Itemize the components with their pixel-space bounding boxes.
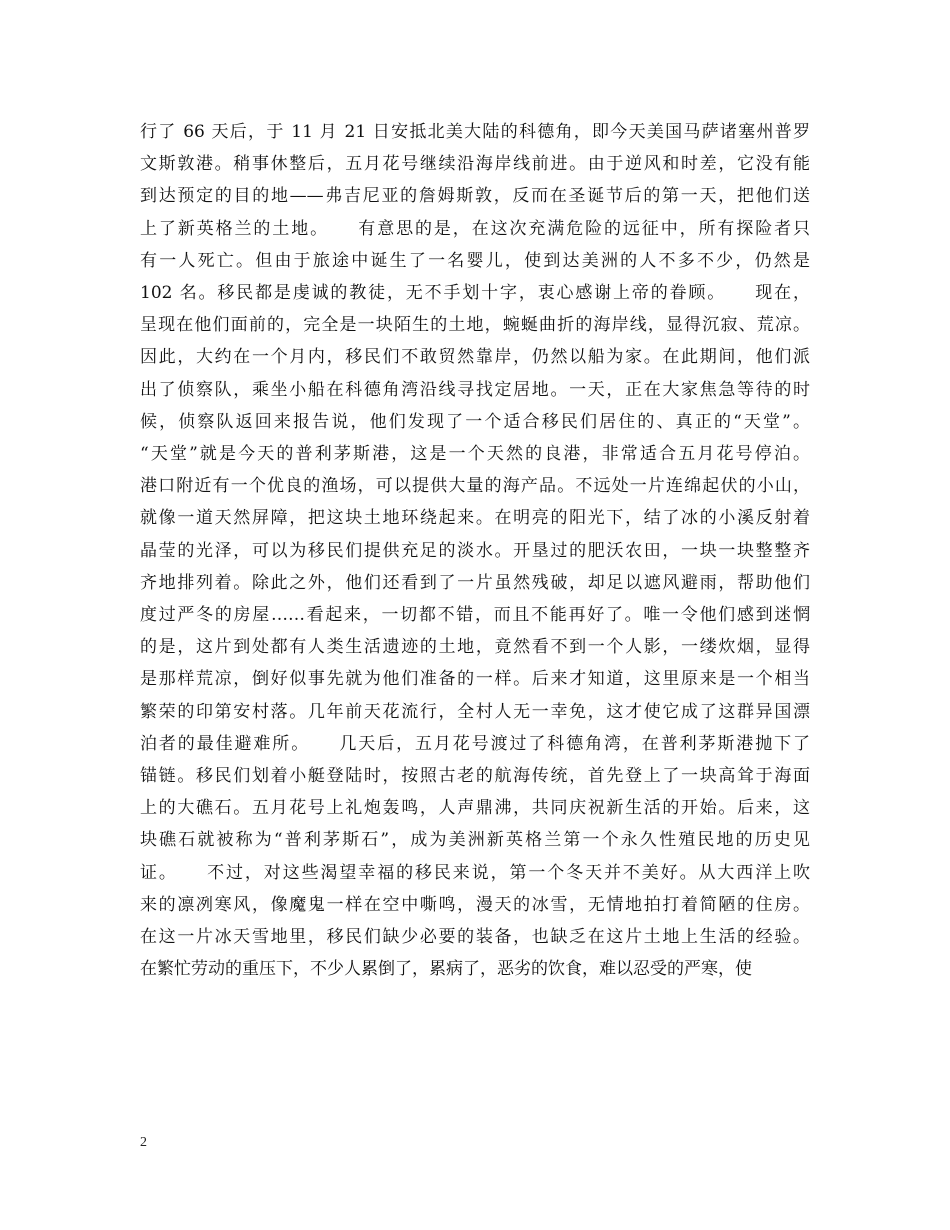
text-line: 齐地排列着。除此之外，他们还看到了一片虽然残破，却足以遮风避雨，帮助他们 xyxy=(140,572,810,593)
text-line: 上的大礁石。五月花号上礼炮轰鸣，人声鼎沸，共同庆祝新生活的开始。后来，这 xyxy=(140,798,810,819)
body-paragraph xyxy=(140,116,810,985)
text-line: 泊者的最佳避难所。 几天后，五月花号渡过了科德角湾，在普利茅斯港抛下了 xyxy=(140,733,810,754)
text-line: 的是，这片到处都有人类生活遗迹的土地，竟然看不到一个人影，一缕炊烟，显得 xyxy=(140,637,810,658)
text-line: 在繁忙劳动的重压下，不少人累倒了，累病了，恶劣的饮食，难以忍受的严寒，使 xyxy=(140,959,752,980)
text-line: 出了侦察队，乘坐小船在科德角湾沿线寻找定居地。一天，正在大家焦急等待的时 xyxy=(140,379,810,400)
text-line: 行了 66 天后，于 11 月 21 日安抵北美大陆的科德角，即今天美国马萨诸塞州普罗 xyxy=(140,122,810,142)
text-line: 港口附近有一个优良的渔场，可以提供大量的海产品。不远处一片连绵起伏的小山， xyxy=(140,476,810,497)
text-line: 繁荣的印第安村落。几年前天花流行，全村人无一幸免，这才使它成了这群异国漂 xyxy=(140,701,810,722)
text-line: 候，侦察队返回来报告说，他们发现了一个适合移民们居住的、真正的“天堂”。 xyxy=(140,411,810,432)
text-line: 锚链。移民们划着小艇登陆时，按照古老的航海传统，首先登上了一块高耸于海面 xyxy=(140,766,810,787)
text-line: 块礁石就被称为“普利茅斯石”，成为美洲新英格兰第一个永久性殖民地的历史见 xyxy=(140,830,810,851)
text-line: 晶莹的光泽，可以为移民们提供充足的淡水。开垦过的肥沃农田，一块一块整整齐 xyxy=(140,540,810,561)
text-line: “天堂”就是今天的普利茅斯港，这是一个天然的良港，非常适合五月花号停泊。 xyxy=(140,444,810,465)
text-line: 在这一片冰天雪地里，移民们缺少必要的装备，也缺乏在这片土地上生活的经验。 xyxy=(140,927,810,948)
page-number: 2 xyxy=(140,1135,147,1150)
text-line: 度过严冬的房屋……看起来，一切都不错，而且不能再好了。唯一令他们感到迷惘 xyxy=(140,605,810,626)
text-line: 因此，大约在一个月内，移民们不敢贸然靠岸，仍然以船为家。在此期间，他们派 xyxy=(140,347,810,368)
text-line: 来的凛冽寒风，像魔鬼一样在空中嘶鸣，漫天的冰雪，无情地拍打着简陋的住房。 xyxy=(140,894,810,915)
text-line: 是那样荒凉，倒好似事先就为他们准备的一样。后来才知道，这里原来是一个相当 xyxy=(140,669,810,690)
text-line: 到达预定的目的地——弗吉尼亚的詹姆斯敦，反而在圣诞节后的第一天，把他们送 xyxy=(140,186,810,207)
text-line: 呈现在他们面前的，完全是一块陌生的土地，蜿蜒曲折的海岸线，显得沉寂、荒凉。 xyxy=(140,315,810,336)
text-line: 文斯敦港。稍事休整后，五月花号继续沿海岸线前进。由于逆风和时差，它没有能 xyxy=(140,154,810,175)
text-line: 证。 不过，对这些渴望幸福的移民来说，第一个冬天并不美好。从大西洋上吹 xyxy=(140,862,810,883)
text-line: 有一人死亡。但由于旅途中诞生了一名婴儿，使到达美洲的人不多不少，仍然是 xyxy=(140,250,810,271)
text-line: 102 名。移民都是虔诚的教徒，无不手划十字，衷心感谢上帝的眷顾。 现在， xyxy=(140,283,810,304)
text-line: 就像一道天然屏障，把这块土地环绕起来。在明亮的阳光下，结了冰的小溪反射着 xyxy=(140,508,810,529)
text-line: 上了新英格兰的土地。 有意思的是，在这次充满危险的远征中，所有探险者只 xyxy=(140,218,810,239)
